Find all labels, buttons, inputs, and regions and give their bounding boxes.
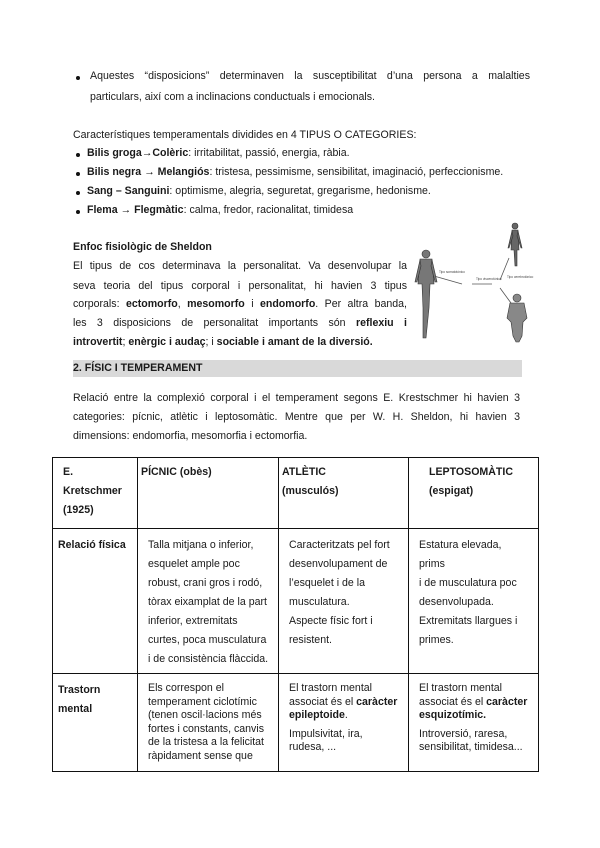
bullet-icon: [76, 172, 80, 176]
table-header-cell: ATLÈTIC (musculós): [279, 458, 409, 529]
section-2-line-2: categories: pícnic, atlètic i leptosomàtic. Mentre que per W. H. Sheldon, hi havien 3: [73, 411, 520, 423]
sheldon-line-5: introvertit; enèrgic i audaç; i sociable i amant de la diversió.: [73, 336, 373, 348]
kretschmer-table: [52, 457, 539, 772]
table-row: [53, 529, 539, 674]
sheldon-line-4: les 3 disposicions de personalitat importants són reflexiu i: [73, 317, 407, 329]
bullet-icon: [76, 76, 80, 80]
intro-line-1: Aquestes “disposicions” determinaven la susceptibilitat d’una persona a malalties: [90, 70, 530, 82]
row-label-cell: Trastorn mental: [53, 674, 138, 772]
table-header-cell: PÍCNIC (obès): [138, 458, 279, 529]
intro-line-2: particulars, així com a inclinacions conductuals i emocionals.: [90, 91, 375, 103]
row-label-cell: Relació física: [53, 529, 138, 674]
figure-label: Tipo viscerotónico: [476, 277, 502, 281]
temperament-item: Sang – Sanguini: optimisme, alegria, seguretat, gregarisme, hedonisme.: [87, 185, 431, 197]
table-cell: El trastorn mental associat és el caràcter epileptoide. Impulsivitat, ira, rudesa, ...: [279, 674, 409, 772]
figure-label: Tipo somatotónico: [439, 270, 465, 274]
bullet-icon: [76, 191, 80, 195]
bullet-icon: [76, 210, 80, 214]
sheldon-line-1: El tipus de cos determinava la personalitat. Va desenvolupar la: [73, 260, 407, 272]
table-header-cell: E. Kretschmer (1925): [53, 458, 138, 529]
section-2-line-1: Relació entre la complexió corporal i el temperament segons E. Krestschmer hi havien 3: [73, 392, 520, 404]
table-cell: Estatura elevada, prims i de musculatura poc desenvolupada. Extremitats llargues i primes.: [409, 529, 539, 674]
table-header-row: [53, 458, 539, 529]
sheldon-line-2: seva teoria del tipus corporal i personalitat, hi havien 3 tipus: [73, 280, 407, 292]
sheldon-title: Enfoc fisiològic de Sheldon: [73, 241, 212, 253]
temperament-item: Bilis groga→Colèric: irritabilitat, passió, energia, ràbia.: [87, 147, 350, 159]
table-row: [53, 674, 539, 772]
temperament-item: Flema → Flegmàtic: calma, fredor, racionalitat, timidesa: [87, 204, 354, 216]
table-header-cell: LEPTOSOMÀTIC (espigat): [409, 458, 539, 529]
figure-label: Tipo cerebrotónico: [507, 275, 534, 279]
section-2-line-3: dimensions: endomorfia, mesomorfia i ectomorfia.: [73, 430, 308, 442]
table-cell: Caracteritzats pel fort desenvolupament de l’esquelet i de la musculatura. Aspecte físic fort i resistent.: [279, 529, 409, 674]
sheldon-line-3: corporals: ectomorfo, mesomorfo i endomorfo. Per altra banda,: [73, 298, 407, 310]
table-cell: El trastorn mental associat és el caràcter esquizotímic. Introversió, raresa, sensibilitat, timidesa...: [409, 674, 539, 772]
section-2-title: 2. FÍSIC I TEMPERAMENT: [73, 362, 203, 374]
table-cell: Talla mitjana o inferior, esquelet ample poc robust, crani gros i rodó, tòrax eixamplat de la part inferior, extremitats curtes, poca musculatura i de consistència flàccida.: [138, 529, 279, 674]
temperaments-heading: Característiques temperamentals dividides en 4 TIPUS O CATEGORIES:: [73, 129, 417, 141]
temperament-item: Bilis negra → Melangiós: tristesa, pessimisme, sensibilitat, imaginació, perfeccionisme.: [87, 166, 504, 178]
bullet-icon: [76, 153, 80, 157]
table-cell: Els correspon el temperament ciclotímic (tenen oscil·lacions més fortes i constants, canvis de la tristesa a la felicitat ràpidament sense que: [138, 674, 279, 772]
body-types-illustration: [412, 218, 537, 348]
